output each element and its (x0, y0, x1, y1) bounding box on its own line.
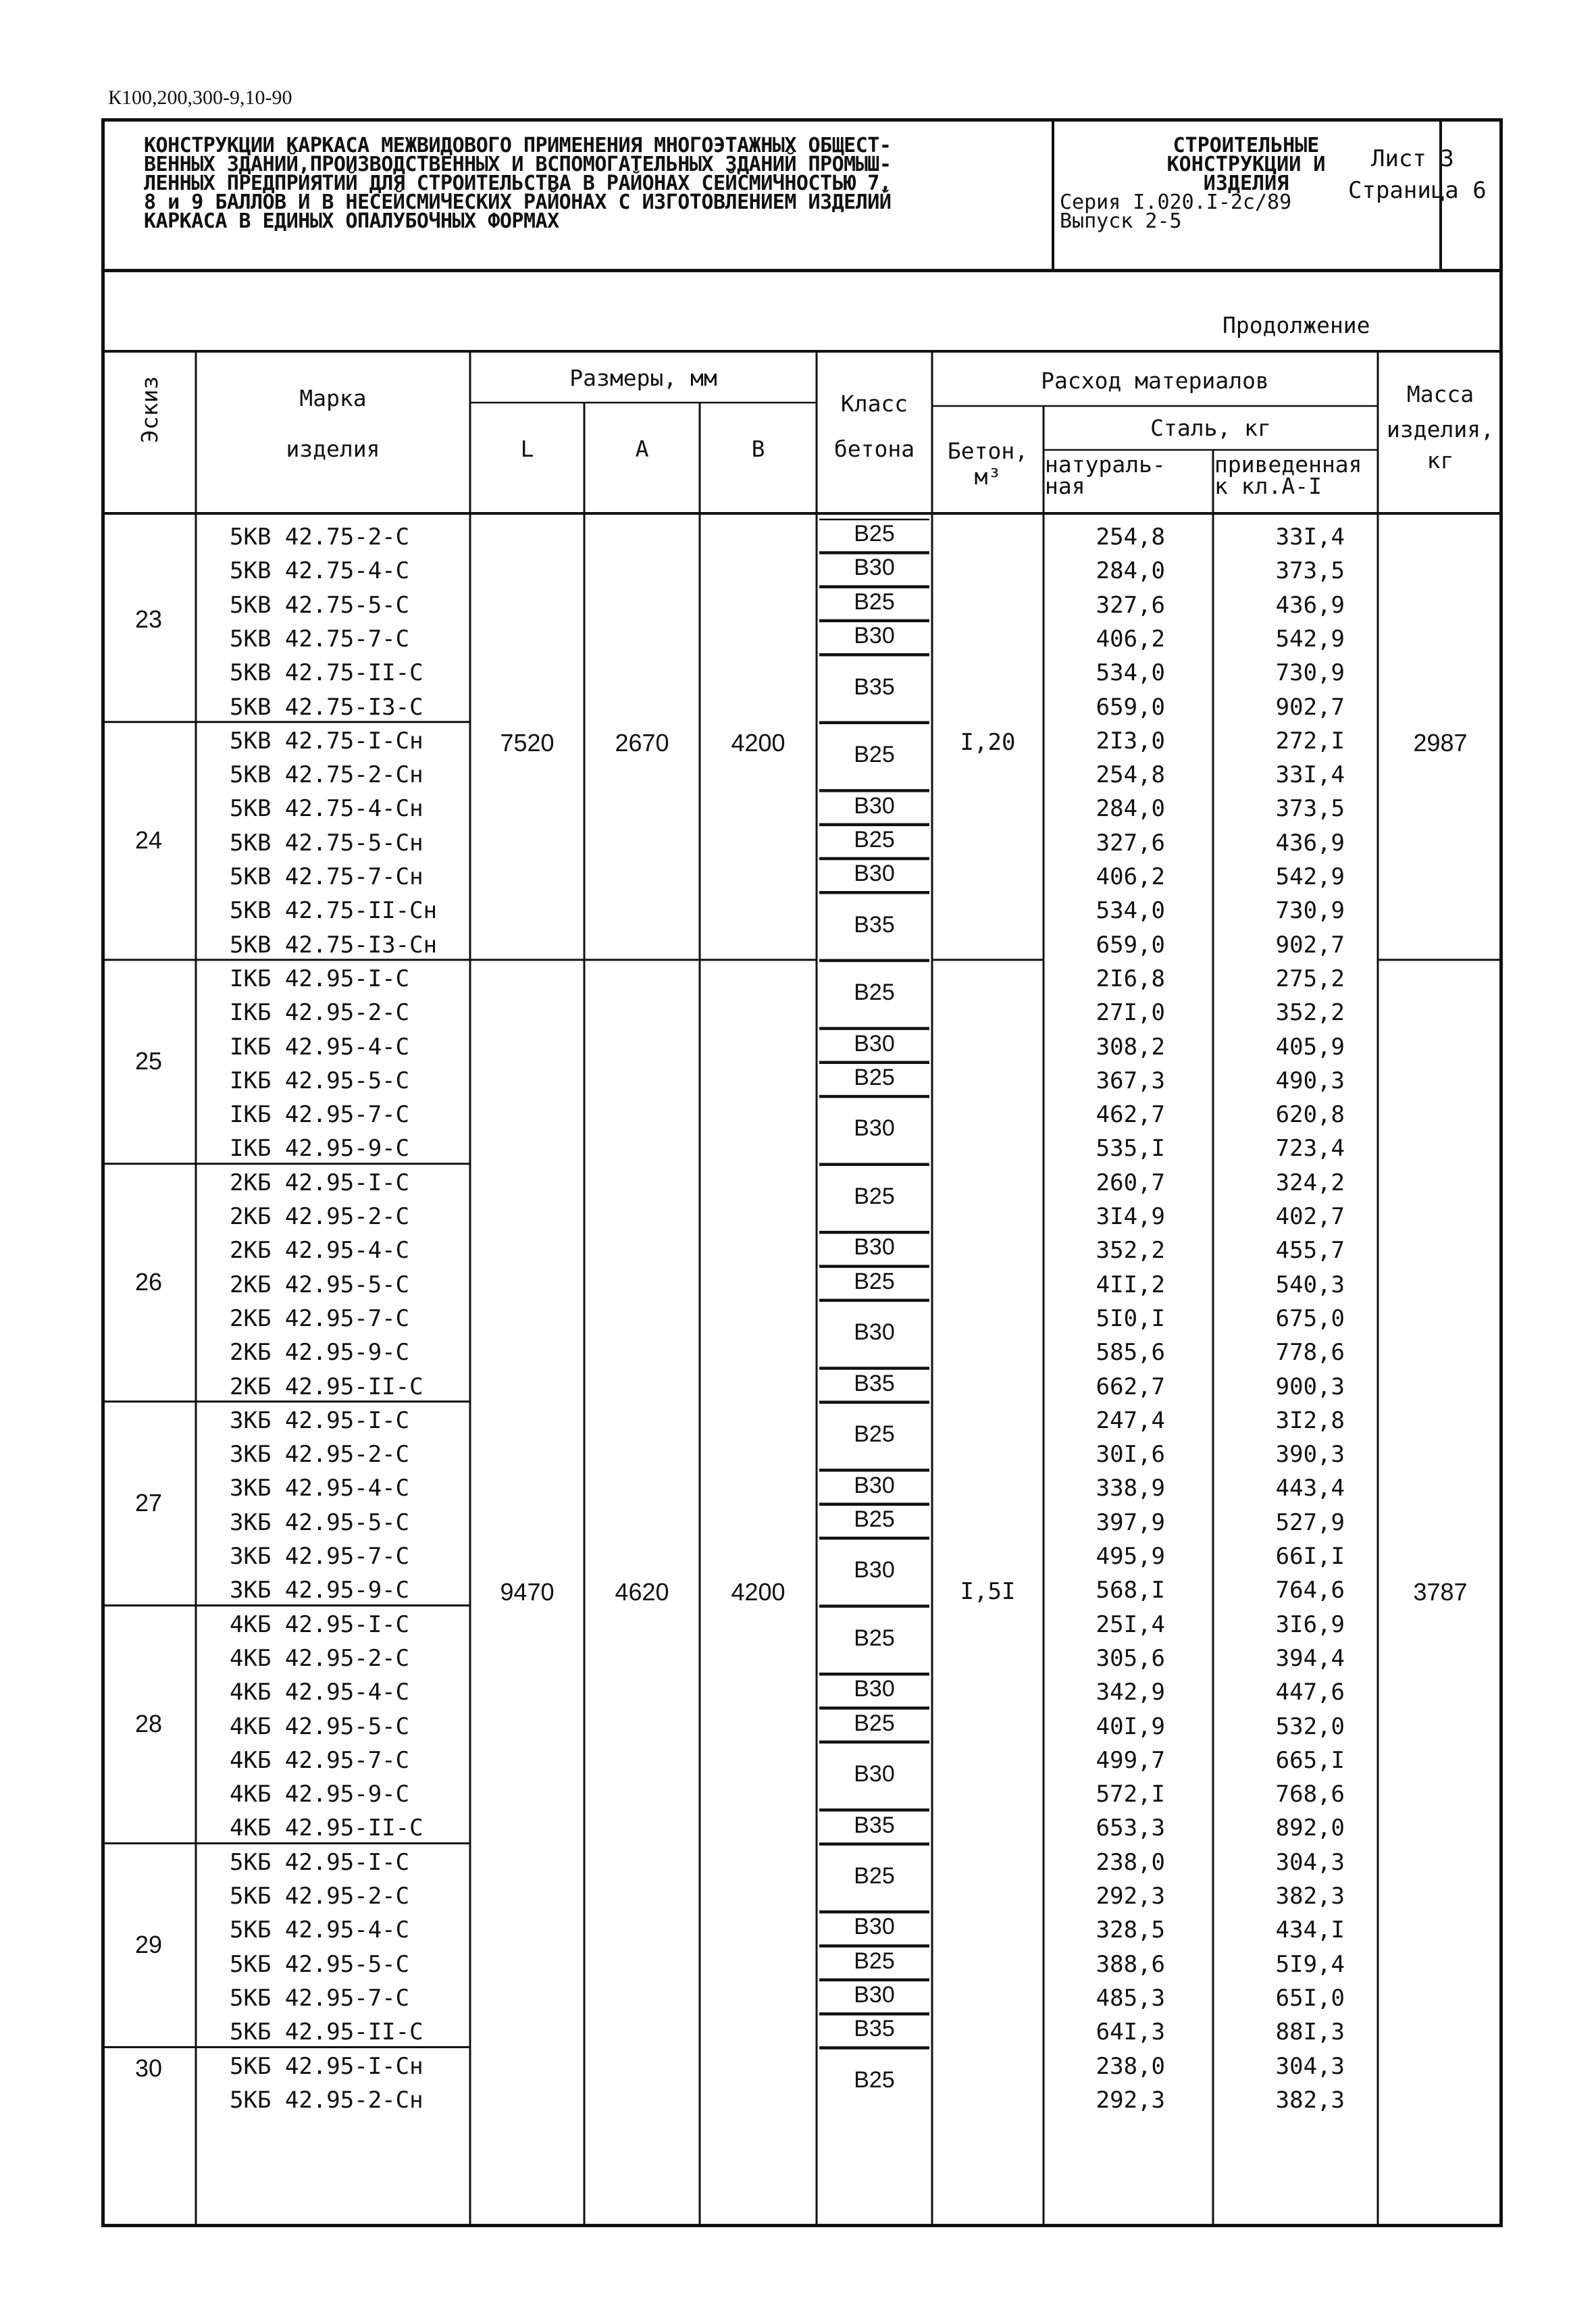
size-B: 4200 (731, 1578, 786, 1606)
title-line: ВЕННЫХ ЗДАНИЙ,ПРОИЗВОДСТВЕННЫХ И ВСПОМОГАТЕЛЬНЫХ ЗДАНИЙ ПРОМЫШ- (144, 153, 892, 176)
concrete-class: B25 (854, 1268, 895, 1294)
concrete-class: B30 (854, 623, 895, 649)
steel-reduced: 304,3 (1275, 2052, 1345, 2080)
steel-reduced: 275,2 (1275, 965, 1345, 992)
steel-natural: 3I4,9 (1096, 1203, 1165, 1230)
size-L: 9470 (500, 1578, 555, 1606)
steel-reduced: 3I6,9 (1275, 1610, 1345, 1638)
steel-natural: 247,4 (1096, 1406, 1165, 1434)
steel-natural: 25I,4 (1096, 1610, 1165, 1638)
steel-natural: 2I6,8 (1096, 965, 1165, 992)
concrete-class: B30 (854, 1676, 895, 1702)
steel-reduced: 620,8 (1275, 1101, 1345, 1129)
product-mark: 4КБ 42.95-2-С (230, 1644, 410, 1672)
product-mark: IКБ 42.95-9-С (230, 1135, 410, 1163)
product-mark: 5КВ 42.75-7-Сн (230, 863, 423, 890)
concrete-class: B25 (854, 1421, 895, 1448)
header-mass: Масса (1406, 381, 1474, 407)
steel-natural: 367,3 (1096, 1067, 1165, 1094)
steel-reduced: 447,6 (1275, 1679, 1345, 1706)
mass-value: 3787 (1413, 1578, 1468, 1606)
steel-natural: 327,6 (1096, 829, 1165, 857)
series-number: Серия I.020.I-2с/89 (1060, 190, 1292, 214)
concrete-class: B30 (854, 1557, 895, 1583)
concrete-class: B35 (854, 1370, 895, 1396)
steel-reduced: 394,4 (1275, 1644, 1345, 1672)
steel-natural: 534,0 (1096, 897, 1165, 925)
steel-natural: 462,7 (1096, 1101, 1165, 1129)
header-steel: Сталь, кг (1150, 415, 1271, 441)
steel-natural: 27I,0 (1096, 999, 1165, 1027)
steel-natural: 2I3,0 (1096, 727, 1165, 755)
sheet-number: Лист 3 (1371, 145, 1454, 172)
sketch-number: 28 (134, 1709, 163, 1737)
steel-reduced: 405,9 (1275, 1033, 1345, 1061)
steel-natural: 352,2 (1096, 1237, 1165, 1265)
steel-reduced: 402,7 (1275, 1203, 1345, 1230)
product-mark: 5КВ 42.75-5-Сн (230, 829, 423, 857)
steel-reduced: 542,9 (1275, 625, 1345, 653)
header-mass: изделия, (1387, 416, 1494, 442)
steel-reduced: 665,I (1275, 1746, 1345, 1774)
product-mark: IКБ 42.95-I-С (230, 965, 410, 992)
concrete-volume: I,20 (960, 728, 1016, 756)
steel-natural: 254,8 (1096, 524, 1165, 551)
concrete-class: B30 (854, 1030, 895, 1057)
steel-reduced: 33I,4 (1275, 761, 1345, 789)
concrete-class: B35 (854, 911, 895, 938)
steel-natural: 495,9 (1096, 1543, 1165, 1570)
header-class: Класс (840, 390, 908, 417)
steel-natural: 40I,9 (1096, 1712, 1165, 1740)
concrete-class: B25 (854, 826, 895, 853)
product-mark: 5КБ 42.95-2-С (230, 1883, 410, 1910)
concrete-class: B30 (854, 1234, 895, 1261)
title-line: ЛЕННЫХ ПРЕДПРИЯТИЙ ДЛЯ СТРОИТЕЛЬСТВА В РАЙОНАХ СЕЙСМИЧНОСТЬЮ 7, (144, 172, 892, 195)
product-mark: 5КВ 42.75-2-С (230, 524, 410, 551)
sketch-number: 27 (134, 1488, 163, 1517)
product-mark: IКБ 42.95-4-С (230, 1033, 410, 1061)
title-line: КАРКАСА В ЕДИНЫХ ОПАЛУБОЧНЫХ ФОРМАХ (144, 209, 559, 233)
steel-reduced: 352,2 (1275, 999, 1345, 1027)
product-mark: 3КБ 42.95-5-С (230, 1508, 410, 1536)
mass-value: 2987 (1413, 728, 1468, 757)
steel-reduced: 490,3 (1275, 1067, 1345, 1094)
sketch-number: 29 (134, 1930, 163, 1958)
product-mark: 3КБ 42.95-I-С (230, 1406, 410, 1434)
product-mark: 4КБ 42.95-5-С (230, 1712, 410, 1740)
series-line: ИЗДЕЛИЯ (1203, 172, 1289, 195)
steel-reduced: 373,5 (1275, 557, 1345, 585)
steel-natural: 5I0,I (1096, 1304, 1165, 1332)
steel-reduced: 542,9 (1275, 863, 1345, 890)
page-number: Страница 6 (1348, 177, 1487, 204)
concrete-class: B25 (854, 1184, 895, 1209)
header-reduced: к кл.А-I (1214, 473, 1322, 499)
product-mark: 3КБ 42.95-9-С (230, 1577, 410, 1604)
concrete-class: B25 (854, 1710, 895, 1736)
concrete-class: B30 (854, 1472, 895, 1498)
concrete-class: B35 (854, 1812, 895, 1838)
steel-natural: 659,0 (1096, 693, 1165, 721)
steel-reduced: 434,I (1275, 1916, 1345, 1944)
product-mark: 2КБ 42.95-9-С (230, 1339, 410, 1367)
product-mark: 5КВ 42.75-4-Сн (230, 795, 423, 823)
header-mark: изделия (286, 436, 380, 462)
steel-natural: 397,9 (1096, 1508, 1165, 1536)
steel-natural: 534,0 (1096, 659, 1165, 687)
steel-natural: 535,I (1096, 1135, 1165, 1163)
steel-natural: 485,3 (1096, 1984, 1165, 2012)
concrete-class: B30 (854, 1761, 895, 1787)
steel-natural: 284,0 (1096, 795, 1165, 823)
steel-natural: 499,7 (1096, 1746, 1165, 1774)
product-mark: 5КБ 42.95-II-С (230, 2018, 423, 2046)
header-reduced: приведенная (1214, 451, 1362, 478)
steel-reduced: 443,4 (1275, 1475, 1345, 1502)
steel-reduced: 768,6 (1275, 1781, 1345, 1808)
steel-reduced: 675,0 (1275, 1304, 1345, 1332)
steel-reduced: 3I2,8 (1275, 1406, 1345, 1434)
steel-reduced: 382,3 (1275, 2086, 1345, 2114)
product-mark: 3КБ 42.95-2-С (230, 1441, 410, 1469)
steel-natural: 572,I (1096, 1781, 1165, 1808)
concrete-class: B25 (854, 1625, 895, 1651)
product-mark: 4КБ 42.95-4-С (230, 1679, 410, 1706)
steel-reduced: 730,9 (1275, 897, 1345, 925)
product-mark: 5КБ 42.95-7-С (230, 1984, 410, 2012)
product-mark: IКБ 42.95-2-С (230, 999, 410, 1027)
product-mark: 5КВ 42.75-4-С (230, 557, 410, 585)
product-mark: 2КБ 42.95-4-С (230, 1237, 410, 1265)
header-natural: ная (1045, 473, 1085, 499)
product-mark: 5КВ 42.75-I3-Сн (230, 931, 438, 959)
product-mark: 2КБ 42.95-2-С (230, 1203, 410, 1230)
header-mass: кг (1426, 447, 1454, 474)
steel-natural: 568,I (1096, 1577, 1165, 1604)
concrete-class: B30 (854, 555, 895, 581)
header-natural: натураль- (1045, 451, 1166, 478)
product-mark: 5КВ 42.75-5-С (230, 591, 410, 619)
series-line: СТРОИТЕЛЬНЫЕ (1173, 134, 1320, 157)
steel-natural: 406,2 (1096, 863, 1165, 890)
sketch-number: 30 (134, 2054, 163, 2082)
steel-reduced: 902,7 (1275, 931, 1345, 959)
product-mark: 5КБ 42.95-2-Сн (230, 2086, 423, 2114)
header-sketch: Эскиз (136, 376, 163, 443)
sketch-number: 26 (134, 1267, 163, 1296)
steel-reduced: 436,9 (1275, 591, 1345, 619)
steel-reduced: 532,0 (1275, 1712, 1345, 1740)
steel-reduced: 436,9 (1275, 829, 1345, 857)
concrete-class: B25 (854, 588, 895, 615)
concrete-class: B30 (854, 792, 895, 819)
sketch-number: 25 (134, 1046, 163, 1075)
steel-reduced: 304,3 (1275, 1848, 1345, 1876)
steel-natural: 659,0 (1096, 931, 1165, 959)
concrete-class: B30 (854, 861, 895, 887)
product-mark: 2КБ 42.95-II-С (230, 1373, 423, 1400)
steel-natural: 238,0 (1096, 2052, 1165, 2080)
product-mark: 2КБ 42.95-5-С (230, 1271, 410, 1298)
sketch-number: 24 (134, 825, 163, 854)
concrete-class: B35 (854, 2016, 895, 2042)
steel-reduced: 900,3 (1275, 1373, 1345, 1400)
product-mark: 5КБ 42.95-I-С (230, 1848, 410, 1876)
steel-reduced: 390,3 (1275, 1441, 1345, 1469)
steel-natural: 388,6 (1096, 1950, 1165, 1978)
steel-reduced: 65I,0 (1275, 1984, 1345, 2012)
issue-number: Выпуск 2-5 (1060, 209, 1182, 233)
product-mark: 3КБ 42.95-4-С (230, 1475, 410, 1502)
header-concrete: м³ (974, 463, 1002, 490)
steel-reduced: 373,5 (1275, 795, 1345, 823)
product-mark: 5КВ 42.75-2-Сн (230, 761, 423, 789)
sketch-number: 23 (134, 605, 163, 633)
steel-natural: 292,3 (1096, 1883, 1165, 1910)
header-concrete: Бетон, (947, 438, 1029, 464)
header-B: B (751, 436, 765, 462)
steel-natural: 406,2 (1096, 625, 1165, 653)
steel-reduced: 527,9 (1275, 1508, 1345, 1536)
steel-natural: 328,5 (1096, 1916, 1165, 1944)
steel-reduced: 66I,I (1275, 1543, 1345, 1570)
concrete-class: B25 (854, 1948, 895, 1974)
continuation-label: Продолжение (1222, 312, 1370, 338)
steel-reduced: 730,9 (1275, 659, 1345, 687)
product-mark: 5КБ 42.95-I-Сн (230, 2052, 423, 2080)
steel-reduced: 540,3 (1275, 1271, 1345, 1298)
concrete-class: B30 (854, 1319, 895, 1346)
size-A: 2670 (615, 728, 669, 757)
steel-natural: 308,2 (1096, 1033, 1165, 1061)
concrete-class: B30 (854, 1115, 895, 1142)
steel-reduced: 902,7 (1275, 693, 1345, 721)
steel-reduced: 892,0 (1275, 1814, 1345, 1842)
product-mark: 5КБ 42.95-4-С (230, 1916, 410, 1944)
title-line: КОНСТРУКЦИИ КАРКАСА МЕЖВИДОВОГО ПРИМЕНЕНИЯ МНОГОЭТАЖНЫХ ОБЩЕСТ- (144, 134, 892, 157)
product-mark: 4КБ 42.95-9-С (230, 1781, 410, 1808)
product-mark: IКБ 42.95-5-С (230, 1067, 410, 1094)
header-class: бетона (833, 436, 915, 462)
product-mark: 4КБ 42.95-II-С (230, 1814, 423, 1842)
product-mark: 5КВ 42.75-I-Сн (230, 727, 423, 755)
steel-reduced: 5I9,4 (1275, 1950, 1345, 1978)
concrete-class: B35 (854, 673, 895, 700)
product-mark: 4КБ 42.95-I-С (230, 1610, 410, 1638)
header-materials: Расход материалов (1041, 367, 1269, 394)
product-mark: 4КБ 42.95-7-С (230, 1746, 410, 1774)
steel-natural: 292,3 (1096, 2086, 1165, 2114)
product-mark: 5КВ 42.75-I3-С (230, 693, 423, 721)
concrete-class: B25 (854, 2066, 895, 2093)
steel-natural: 305,6 (1096, 1644, 1165, 1672)
steel-reduced: 778,6 (1275, 1339, 1345, 1367)
product-mark: 3КБ 42.95-7-С (230, 1543, 410, 1570)
concrete-class: B25 (854, 1064, 895, 1090)
product-mark: 2КБ 42.95-I-С (230, 1169, 410, 1196)
steel-natural: 284,0 (1096, 557, 1165, 585)
size-L: 7520 (500, 728, 555, 757)
concrete-class: B25 (854, 1506, 895, 1532)
steel-reduced: 723,4 (1275, 1135, 1345, 1163)
steel-natural: 4II,2 (1096, 1271, 1165, 1298)
series-line: КОНСТРУКЦИИ И (1166, 153, 1326, 176)
product-mark: 5КВ 42.75-7-С (230, 625, 410, 653)
product-mark: 5КВ 42.75-II-Сн (230, 897, 438, 925)
steel-reduced: 455,7 (1275, 1237, 1345, 1265)
header-L: L (520, 436, 534, 462)
steel-reduced: 324,2 (1275, 1169, 1345, 1196)
concrete-volume: I,5I (960, 1578, 1016, 1606)
product-mark: IКБ 42.95-7-С (230, 1101, 410, 1129)
header-sizes: Размеры, мм (569, 365, 717, 391)
steel-natural: 30I,6 (1096, 1441, 1165, 1469)
steel-reduced: 88I,3 (1275, 2018, 1345, 2046)
concrete-class: B30 (854, 1914, 895, 1940)
steel-natural: 338,9 (1096, 1475, 1165, 1502)
steel-natural: 254,8 (1096, 761, 1165, 789)
product-mark: 5КБ 42.95-5-С (230, 1950, 410, 1978)
concrete-class: B25 (854, 1863, 895, 1889)
header-mark: Марка (299, 385, 367, 411)
document-code: К100,200,300-9,10-90 (108, 86, 292, 109)
steel-natural: 238,0 (1096, 1848, 1165, 1876)
size-A: 4620 (615, 1578, 669, 1606)
concrete-class: B25 (854, 742, 895, 768)
steel-natural: 260,7 (1096, 1169, 1165, 1196)
steel-natural: 662,7 (1096, 1373, 1165, 1400)
steel-reduced: 272,I (1275, 727, 1345, 755)
product-mark: 5КВ 42.75-II-С (230, 659, 423, 687)
concrete-class: B25 (854, 980, 895, 1006)
steel-natural: 653,3 (1096, 1814, 1165, 1842)
size-B: 4200 (731, 728, 786, 757)
steel-natural: 585,6 (1096, 1339, 1165, 1367)
title-line: 8 и 9 БАЛЛОВ И В НЕСЕЙСМИЧЕСКИХ РАЙОНАХ С ИЗГОТОВЛЕНИЕМ ИЗДЕЛИЙ (144, 190, 892, 214)
steel-natural: 327,6 (1096, 591, 1165, 619)
steel-natural: 342,9 (1096, 1679, 1165, 1706)
steel-reduced: 382,3 (1275, 1883, 1345, 1910)
steel-reduced: 764,6 (1275, 1577, 1345, 1604)
steel-reduced: 33I,4 (1275, 524, 1345, 551)
steel-natural: 64I,3 (1096, 2018, 1165, 2046)
concrete-class: B25 (854, 521, 895, 547)
concrete-class: B30 (854, 1982, 895, 2008)
header-A: A (635, 436, 649, 462)
product-mark: 2КБ 42.95-7-С (230, 1304, 410, 1332)
